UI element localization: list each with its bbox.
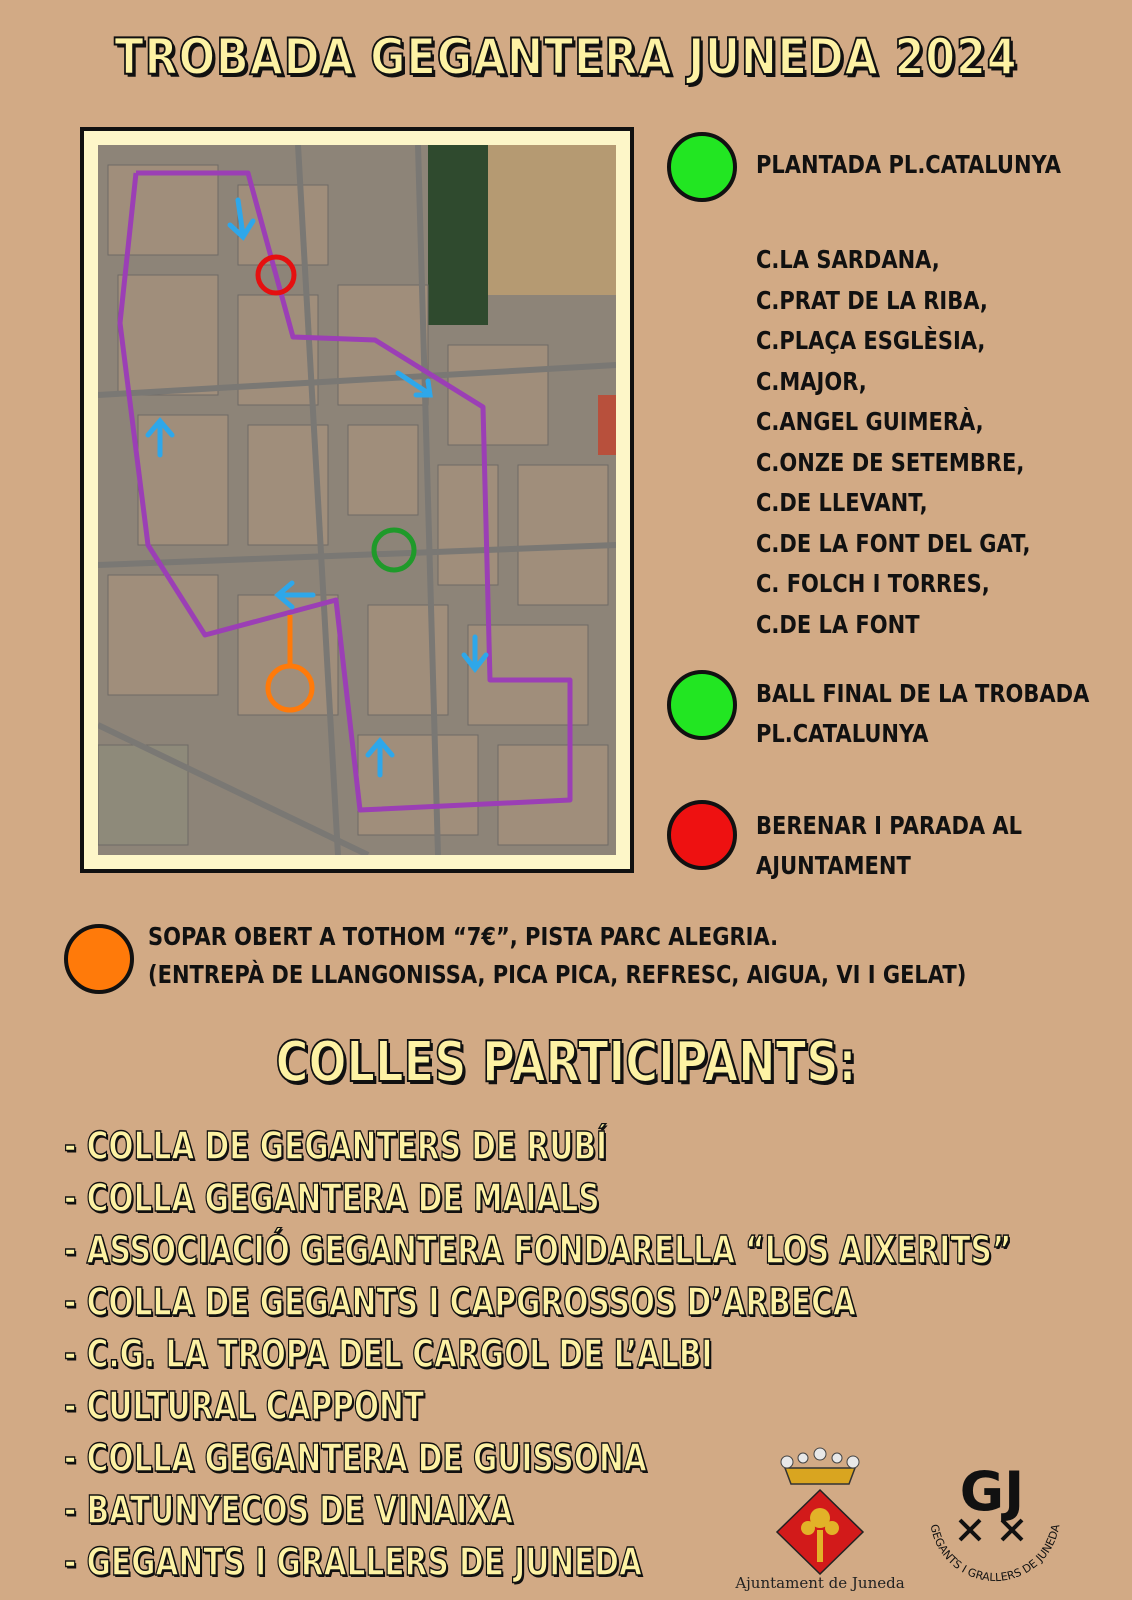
colla-item: - ASSOCIACIÓ GEGANTERA FONDARELLA “LOS AIXERITS” (64, 1228, 1012, 1272)
green-marker-ball-final (667, 670, 737, 740)
street-item: C.ANGEL GUIMERÀ, (756, 407, 984, 436)
colla-item: - CULTURAL CAPPONT (64, 1384, 425, 1428)
street-item: C. FOLCH I TORRES, (756, 569, 990, 598)
colla-item: - BATUNYECOS DE VINAIXA (64, 1488, 513, 1532)
gegants-logo-initials: GJ (959, 1460, 1025, 1523)
sopar-line2: (ENTREPÀ DE LLANGONISSA, PICA PICA, REFRESC, AIGUA, VI I GELAT) (148, 960, 967, 989)
svg-text:GEGANTS I GRALLERS DE JUNEDA (928, 1523, 1063, 1584)
gegants-logo-text: GEGANTS I GRALLERS DE JUNEDA (927, 1523, 1063, 1585)
colla-item: - C.G. LA TROPA DEL CARGOL DE L’ALBI (64, 1332, 713, 1376)
green-marker-plantada (667, 132, 737, 202)
legend-ball-final-line2: PL.CATALUNYA (756, 719, 929, 748)
colla-item: - COLLA GEGANTERA DE GUISSONA (64, 1436, 647, 1480)
street-item: C.MAJOR, (756, 366, 867, 396)
colla-item: - GEGANTS I GRALLERS DE JUNEDA (64, 1540, 642, 1584)
street-item: C.PRAT DE LA RIBA, (756, 285, 988, 315)
gegants-grallers-logo (920, 1438, 1070, 1588)
colles-title: COLLES PARTICIPANTS: (275, 1030, 857, 1095)
ajuntament-logo-text: Ajuntament de Juneda (735, 1574, 905, 1592)
route-street-list (756, 240, 1083, 645)
street-item: C.LA SARDANA, (756, 245, 940, 274)
street-item: C.DE LLEVANT, (756, 488, 928, 517)
red-marker-berenar (667, 800, 737, 870)
street-item: C.DE LA FONT (756, 609, 920, 639)
street-item: C.DE LA FONT DEL GAT, (756, 528, 1031, 558)
poster-title: TROBADA GEGANTERA JUNEDA 2024 (114, 28, 1018, 86)
legend-sopar (148, 918, 966, 994)
colla-item: - COLLA DE GEGANTERS DE RUBÍ (64, 1124, 608, 1168)
route-map-frame (80, 127, 634, 873)
street-item: C.ONZE DE SETEMBRE, (756, 447, 1025, 477)
orange-marker-sopar (64, 924, 134, 994)
legend-plantada: PLANTADA PL.CATALUNYA (756, 150, 1061, 179)
legend-berenar-line2: AJUNTAMENT (756, 851, 911, 880)
aerial-route-map (98, 145, 616, 855)
legend-ball-final-line1: BALL FINAL DE LA TROBADA (756, 679, 1090, 708)
street-item: C.PLAÇA ESGLÈSIA, (756, 326, 986, 355)
colla-item: - COLLA GEGANTERA DE MAIALS (64, 1176, 600, 1220)
legend-berenar-line1: BERENAR I PARADA AL (756, 811, 1023, 840)
sopar-line1: SOPAR OBERT A TOTHOM “7€”, PISTA PARC ALEGRIA. (148, 922, 779, 951)
colla-item: - COLLA DE GEGANTS I CAPGROSSOS D’ARBECA (64, 1280, 856, 1324)
